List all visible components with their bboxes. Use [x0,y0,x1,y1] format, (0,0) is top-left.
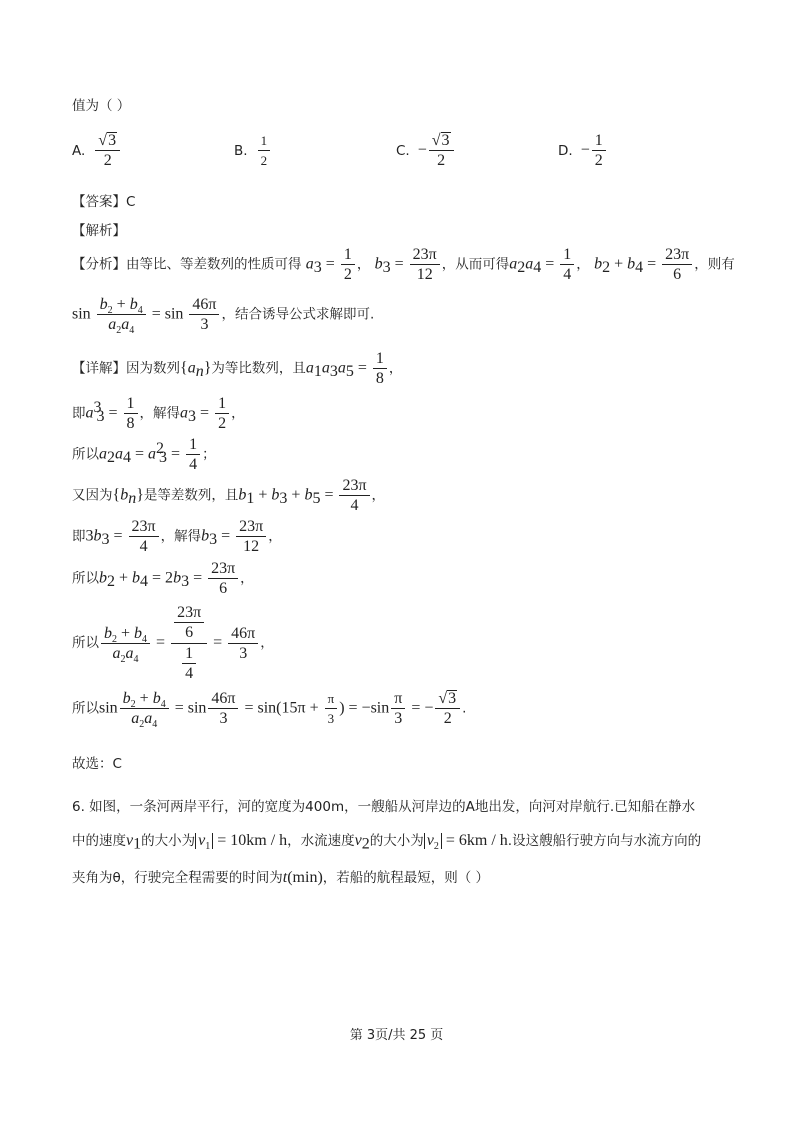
detail-line-6: 所以$b_2 + b_4 = 2b_3$ = $\frac{23\pi}{6}$ ， [72,560,254,597]
detail-line-7: 所以 $\frac{b_2 + b_4}{a_2a_4}$ = $\frac{\frac{23\pi}{6}}{\frac{1}{4}}$ = $\frac{46\pi}{3}$ ， [72,604,274,682]
detail-line-1: 【详解】因为数列$\{a_n\}$为等比数列，且$a_1a_3a_5$ = $\frac{1}{8}$ ， [72,350,403,387]
option-d-label: D. [558,142,573,159]
option-b-label: B. [234,142,248,159]
option-d: D. − $\frac{1}{2}$ [558,132,608,169]
option-c-value: $\frac{√3}{2}$ [429,132,454,169]
analysis-line-2: sin $\frac{b_2 + b_4}{a_2a_4}$ = sin $\frac{46\pi}{3}$ ，结合诱导公式求解即可. [72,296,375,337]
option-a-value: $\frac{√3}{2}$ [95,132,120,169]
page-footer: 第 3页/共 25 页 [349,1028,444,1043]
detail-line-4: 又因为$\{b_n\}$是等差数列，且$b_1 + b_3 + b_5$ = $\frac{23\pi}{4}$ ， [72,477,386,514]
analysis-line-1: 【分析】由等比、等差数列的性质可得 $a_3$ = $\frac{1}{2}$ ， $b_3$ = $\frac{23\pi}{12}$ ，从而可得$a_2a_4$ = $\frac{1}{4}$ ， $b_2 + b_4$ = $\frac{23\pi}{6}$ ，则有 [72,246,735,283]
option-c: C. − $\frac{√3}{2}$ [396,132,456,169]
analysis-heading: 【解析】 [72,223,126,239]
answer: 【答案】C [72,194,136,210]
q6-line-3: 夹角为θ，行驶完全程需要的时间为t(min)，若船的航程最短，则（ ） [72,869,490,886]
option-c-label: C. [396,142,410,159]
detail-line-5: 即$3b_3$ = $\frac{23\pi}{4}$ ，解得$b_3$ = $\frac{23\pi}{12}$ ， [72,518,282,555]
option-a [72,132,122,169]
option-d-value: $\frac{1}{2}$ [592,132,606,169]
option-a-label: A. [72,142,86,159]
option-b-value: $\frac{1}{2}$ [258,132,271,169]
detail-line-2: 即$a^3_3$ = $\frac{1}{8}$ ，解得$a_3$ = $\frac{1}{2}$ ， [72,395,245,432]
q6-line-2: 中的速度$v_1$的大小为 $v_1 = 10km / h$，水流速度$v_2$的大小为 $v_2 = 6km / h$.设这艘船行驶方向与水流方向的 [72,832,702,853]
detail-line-3: 所以$a_2a_4 = a^2_3$ = $\frac{1}{4}$ ； [72,436,216,473]
detail-line-8: 所以sin $\frac{b_2 + b_4}{a_2a_4}$ = sin $\frac{46\pi}{3}$ = sin(15π + $\frac{\pi}{3}$ ) = −sin $\frac{\pi}{3}$ = − $\frac{√3}{2}$ . [72,690,467,731]
option-b [234,132,272,169]
question-stem-tail: 值为（ ） [72,98,131,114]
q6-line-1: 6. 如图，一条河两岸平行，河的宽度为400m，一艘船从河岸边的A地出发，向河对岸航行.已知船在静水 [72,799,696,815]
final-choice: 故选：C [72,756,122,772]
